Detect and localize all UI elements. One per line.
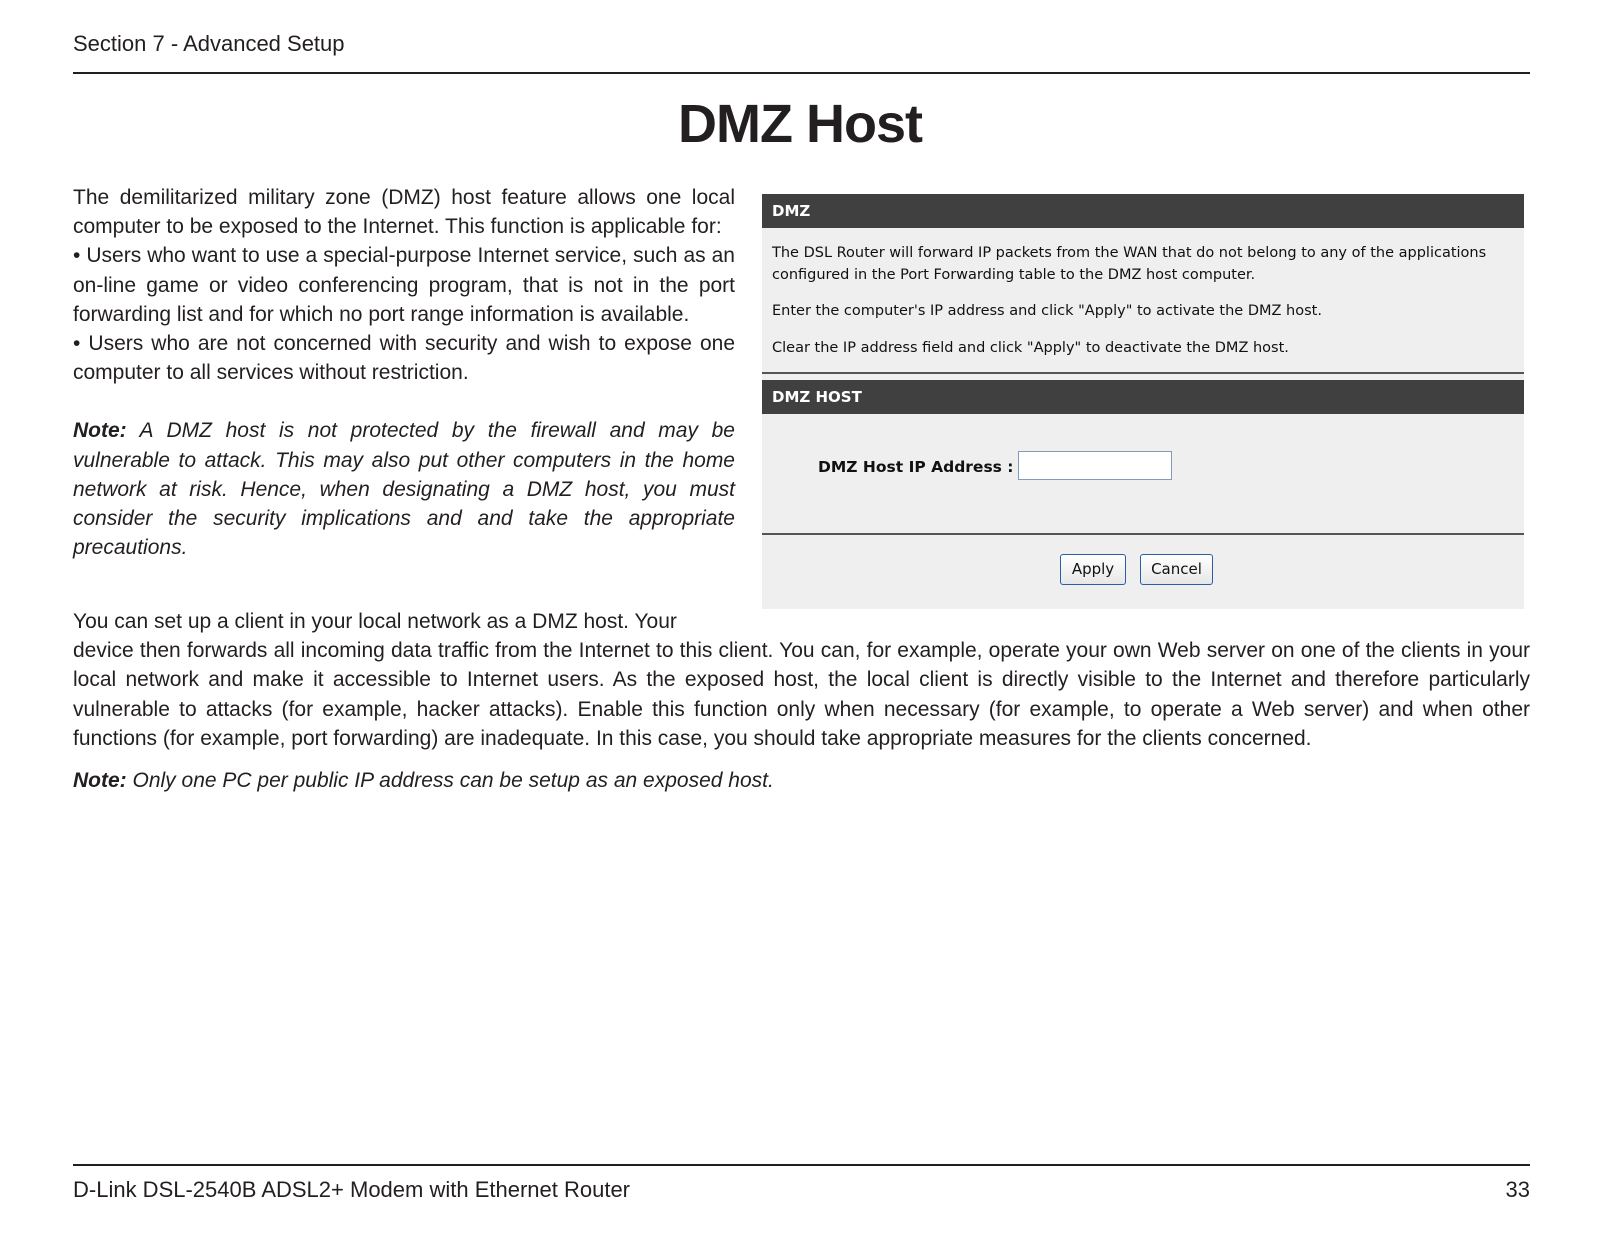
divider [762,372,1524,374]
section-header: Section 7 - Advanced Setup [73,31,345,56]
body-paragraph-rest: device then forwards all incoming data traffic from the Internet to this client. You can, for example, operate your own Web server on one of the clients in your local network and make it accessible to Internet users. As the exposed host, the local client is directly visible to the Internet and therefore particularly vulnerable to attacks (for example, hacker attacks). Enable this function only when necessary (for example, to operate a Web server) and when other functions (for example, port forwarding) are inadequate. In this case, you should take appropriate measures for the clients concerned. [73,639,1530,750]
dmz-section-header: DMZ [762,194,1524,228]
bullet-item: • Users who are not concerned with security and wish to expose one computer to all services without restriction. [73,332,735,385]
footer-rule [73,1164,1530,1166]
note-label: Note: [73,419,127,443]
dmz-settings-screenshot [762,194,1524,609]
dmz-host-ip-input[interactable] [1018,451,1172,480]
dmz-deactivate-instruction: Clear the IP address field and click "Apply" to deactivate the DMZ host. [772,340,1289,356]
dmz-host-section-header: DMZ HOST [762,380,1524,414]
dmz-host-ip-label: DMZ Host IP Address : [818,458,1014,476]
warning-note [73,416,735,562]
note-label: Note: [73,769,127,792]
bullet-item: • Users who want to use a special-purpose Internet service, such as an on-line game or video conferencing program, that is not in the port forwarding list and for which no port range information is available. [73,244,735,326]
divider [762,533,1524,535]
exposed-host-note [73,767,1530,795]
body-paragraph [73,607,1530,753]
apply-button[interactable]: Apply [1060,554,1126,585]
cancel-button[interactable]: Cancel [1140,554,1213,585]
note-text: Only one PC per public IP address can be setup as an exposed host. [126,769,774,792]
spacer [73,387,735,416]
header-rule [73,72,1530,74]
body-paragraph-first-line: You can set up a client in your local network as a DMZ host. Your [73,610,677,633]
intro-paragraph: The demilitarized military zone (DMZ) host feature allows one local computer to be exposed to the Internet. This function is applicable for: [73,186,735,239]
dmz-description: The DSL Router will forward IP packets from the WAN that do not belong to any of the applications configured in the Port Forwarding table to the DMZ host computer. [772,245,1487,283]
footer-product-name: D-Link DSL-2540B ADSL2+ Modem with Ethernet Router [73,1177,631,1202]
dmz-activate-instruction: Enter the computer's IP address and click "Apply" to activate the DMZ host. [772,303,1322,319]
page-title: DMZ Host [678,94,922,154]
note-text: A DMZ host is not protected by the firewall and may be vulnerable to attack. This may also put other computers in the home network at risk. Hence, when designating a DMZ host, you must consider the security implications and and take the appropriate precautions. [73,419,735,560]
page-number: 33 [1505,1177,1530,1202]
intro-text [73,183,735,562]
